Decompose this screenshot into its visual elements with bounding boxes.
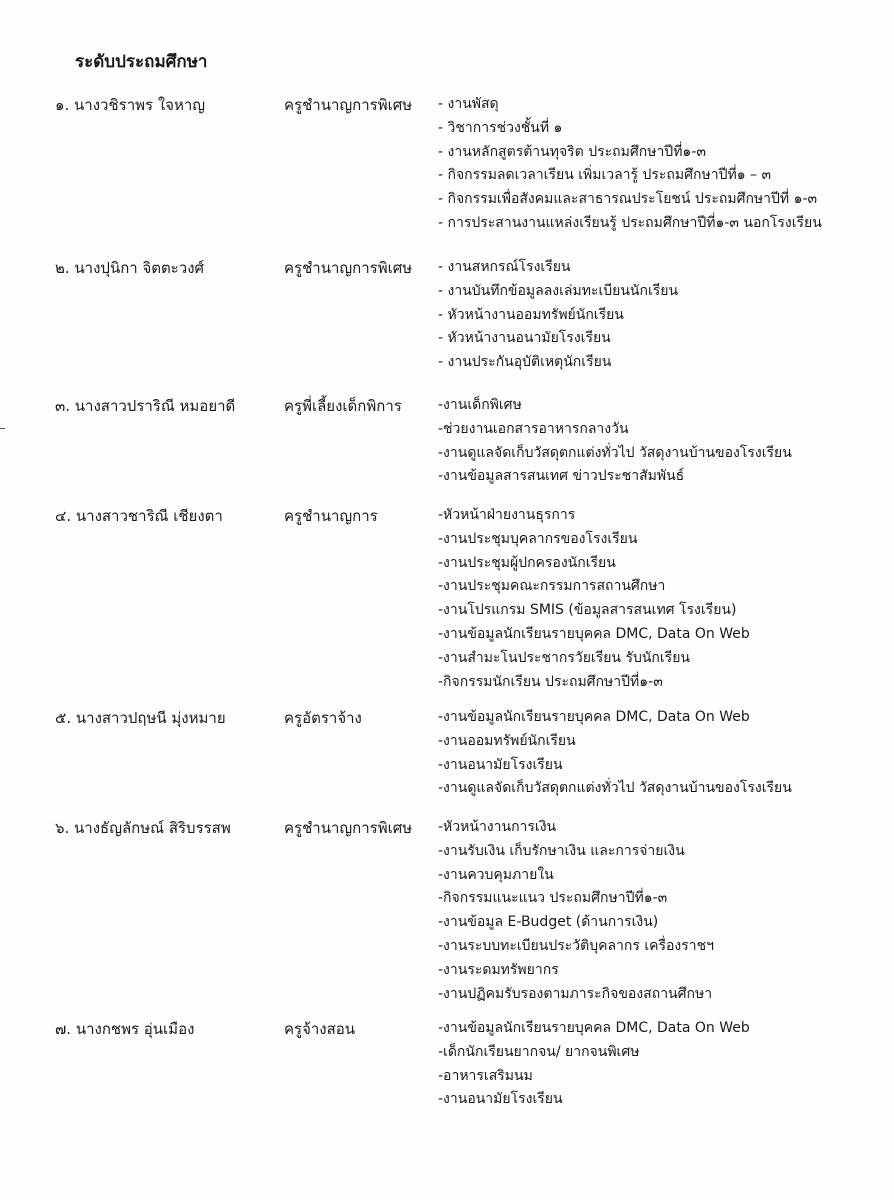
duty-list xyxy=(438,394,890,489)
duty-item: -งานออมทรัพย์นักเรียน xyxy=(438,732,576,749)
duty-item: -งานข้อมูลสารสนเทศ ข่าวประชาสัมพันธ์ xyxy=(438,468,685,485)
staff-position: ครูชำนาญการ xyxy=(284,507,378,525)
staff-position: ครูอัตราจ้าง xyxy=(284,709,362,727)
staff-position: ครูชำนาญการพิเศษ xyxy=(284,259,413,277)
duty-item: -งานอนามัยโรงเรียน xyxy=(438,756,563,773)
duty-item: -งานสำมะโนประชากรวัยเรียน รับนักเรียน xyxy=(438,649,690,666)
scan-mark xyxy=(0,428,5,429)
duty-item: -งานโปรแกรม SMIS (ข้อมูลสารสนเทศ โรงเรียน) xyxy=(438,602,737,619)
staff-position: ครูชำนาญการพิเศษ xyxy=(284,96,413,114)
duty-list xyxy=(438,93,890,236)
duty-item: -งานรับเงิน เก็บรักษาเงิน และการจ่ายเงิน xyxy=(438,842,685,859)
duty-list xyxy=(438,1017,890,1112)
duty-item: - งานหลักสูตรต้านทุจริต ประถมศึกษาปีที่๑-๓ xyxy=(438,143,706,160)
duty-item: -งานประชุมผู้ปกครองนักเรียน xyxy=(438,554,616,571)
staff-position: ครูจ้างสอน xyxy=(284,1020,356,1038)
duty-item: -อาหารเสริมนม xyxy=(438,1067,533,1084)
duty-item: - การประสานงานแหล่งเรียนรู้ ประถมศึกษาปีที่๑-๓ นอกโรงเรียน xyxy=(438,214,822,231)
duty-item: -งานปฏิคมรับรองตามภาระกิจของสถานศึกษา xyxy=(438,985,713,1002)
duty-item: -กิจกรรมแนะแนว ประถมศึกษาปีที่๑-๓ xyxy=(438,890,668,907)
duty-item: - งานพัสดุ xyxy=(438,96,499,112)
staff-name: ๖. นางธัญลักษณ์ สิริบรรสพ xyxy=(55,819,231,837)
duty-item: -ช่วยงานเอกสารอาหารกลางวัน xyxy=(438,420,629,437)
staff-position: ครูพี่เลี้ยงเด็กพิการ xyxy=(284,397,402,415)
duty-item: - งานสหกรณ์โรงเรียน xyxy=(438,259,571,275)
duty-item: - กิจกรรมเพื่อสังคมและสาธารณประโยชน์ ประถมศึกษาปีที่ ๑-๓ xyxy=(438,191,818,208)
duty-item: -งานข้อมูลนักเรียนรายบุคคล DMC, Data On Web xyxy=(438,1020,750,1036)
duty-item: -งานควบคุมภายใน xyxy=(438,866,554,883)
section-heading: ระดับประถมศึกษา xyxy=(75,52,208,72)
staff-name: ๕. นางสาวปฤษนี มุ่งหมาย xyxy=(55,709,226,727)
duty-item: -งานข้อมูลนักเรียนรายบุคคล DMC, Data On Web xyxy=(438,625,750,642)
staff-name: ๗. นางกชพร อุ่นเมือง xyxy=(55,1020,195,1038)
duty-item: -งานระดมทรัพยากร xyxy=(438,961,559,978)
duty-item: -กิจกรรมนักเรียน ประถมศึกษาปีที่๑-๓ xyxy=(438,673,663,690)
duty-item: - งานบันทึกข้อมูลลงเล่มทะเบียนนักเรียน xyxy=(438,282,679,299)
duty-item: -เด็กนักเรียนยากจน/ ยากจนพิเศษ xyxy=(438,1043,640,1060)
staff-name: ๒. นางปุนิกา จิตตะวงศ์ xyxy=(55,259,205,277)
duty-item: -งานประชุมคณะกรรมการสถานศึกษา xyxy=(438,578,666,595)
duty-item: -งานข้อมูลนักเรียนรายบุคคล DMC, Data On Web xyxy=(438,709,750,725)
duty-list xyxy=(438,256,890,375)
staff-name: ๔. นางสาวชาริณี เชียงตา xyxy=(55,507,223,525)
duty-item: -หัวหน้าฝ่ายงานธุรการ xyxy=(438,507,576,523)
duty-item: -งานอนามัยโรงเรียน xyxy=(438,1091,563,1108)
duty-item: -งานระบบทะเบียนประวัติบุคลากร เครื่องราชฯ xyxy=(438,937,715,954)
duty-item: -งานข้อมูล E-Budget (ด้านการเงิน) xyxy=(438,914,659,931)
staff-name: ๑. นางวชิราพร ใจหาญ xyxy=(55,96,206,114)
staff-name: ๓. นางสาวปราริณี หมอยาดี xyxy=(55,397,236,415)
duty-item: - วิชาการช่วงชั้นที่ ๑ xyxy=(438,119,563,136)
duty-item: - งานประกันอุบัติเหตุนักเรียน xyxy=(438,354,612,371)
staff-position: ครูชำนาญการพิเศษ xyxy=(284,819,413,837)
duty-item: -งานเด็กพิเศษ xyxy=(438,397,522,413)
duty-item: -งานดูแลจัดเก็บวัสดุตกแต่งทั่วไป วัสดุงานบ้านของโรงเรียน xyxy=(438,780,792,797)
duty-item: -งานประชุมบุคลากรของโรงเรียน xyxy=(438,530,638,547)
duty-item: - หัวหน้างานอนามัยโรงเรียน xyxy=(438,330,611,347)
duty-item: - หัวหน้างานออมทรัพย์นักเรียน xyxy=(438,306,624,323)
duty-item: -หัวหน้างานการเงิน xyxy=(438,819,557,835)
duty-item: - กิจกรรมลดเวลาเรียน เพิ่มเวลารู้ ประถมศึกษาปีที่๑ – ๓ xyxy=(438,167,772,184)
duty-list xyxy=(438,706,890,801)
duty-item: -งานดูแลจัดเก็บวัสดุตกแต่งทั่วไป วัสดุงานบ้านของโรงเรียน xyxy=(438,444,792,461)
duty-list xyxy=(438,816,890,1006)
duty-list xyxy=(438,504,890,694)
